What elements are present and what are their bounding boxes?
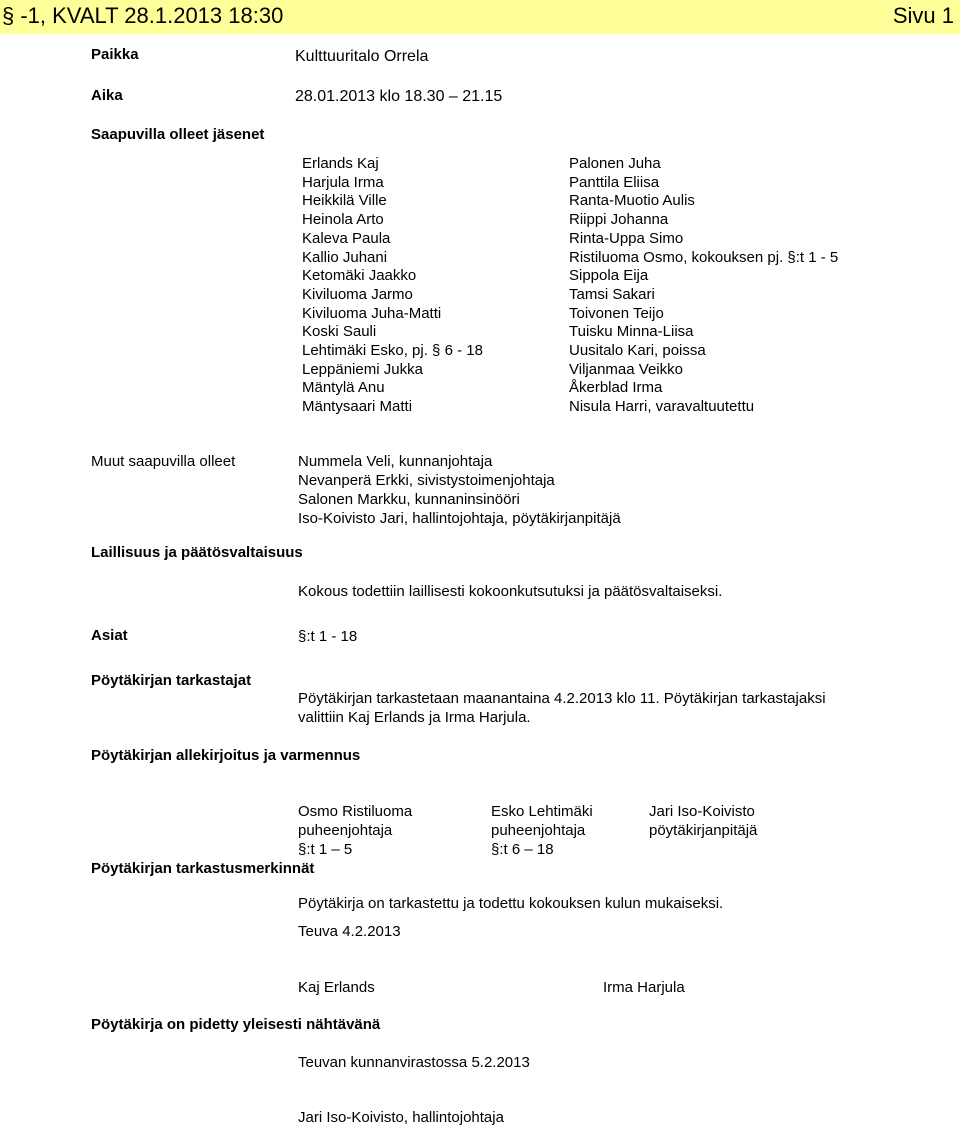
signer-block <box>649 802 757 840</box>
other-attendee: Iso-Koivisto Jari, hallintojohtaja, pöytäkirjanpitäjä <box>298 510 621 527</box>
members-label: Saapuvilla olleet jäsenet <box>91 126 265 143</box>
signer-role: pöytäkirjanpitäjä <box>649 822 758 839</box>
members-right-column <box>569 155 838 417</box>
time-value: 28.01.2013 klo 18.30 – 21.15 <box>295 88 503 105</box>
public-display-signer: Jari Iso-Koivisto, hallintojohtaja <box>298 1109 504 1126</box>
member-name: Heinola Arto <box>302 211 384 229</box>
signer-role: puheenjohtaja <box>298 822 393 839</box>
signing-label: Pöytäkirjan allekirjoitus ja varmennus <box>91 747 361 764</box>
signer-role: puheenjohtaja <box>491 822 586 839</box>
member-name: Leppäniemi Jukka <box>302 360 423 378</box>
member-name: Uusitalo Kari, poissa <box>569 342 706 360</box>
public-display-place-date: Teuvan kunnanvirastossa 5.2.2013 <box>298 1054 530 1071</box>
member-name: Kallio Juhani <box>302 248 388 266</box>
member-name: Lehtimäki Esko, pj. § 6 - 18 <box>302 342 483 360</box>
other-attendee: Nevanperä Erkki, sivistystoimenjohtaja <box>298 472 555 489</box>
inspection-date: Teuva 4.2.2013 <box>298 923 401 940</box>
member-name: Kiviluoma Juha-Matti <box>302 304 442 322</box>
member-name: Palonen Juha <box>569 155 661 172</box>
signer-block <box>298 802 412 859</box>
member-name: Rinta-Uppa Simo <box>569 229 684 247</box>
member-name: Sippola Eija <box>569 267 649 285</box>
public-display-label: Pöytäkirja on pidetty yleisesti nähtävänä <box>91 1016 381 1033</box>
matters-value: §:t 1 - 18 <box>298 628 358 645</box>
member-name: Viljanmaa Veikko <box>569 360 683 378</box>
place-value: Kulttuuritalo Orrela <box>295 48 429 65</box>
inspection-marks-text: Pöytäkirja on tarkastettu ja todettu kokouksen kulun mukaiseksi. <box>298 895 724 912</box>
member-name: Tamsi Sakari <box>569 285 655 303</box>
member-name: Harjula Irma <box>302 173 384 191</box>
document-reference: § -1, KVALT 28.1.2013 18:30 <box>2 3 284 28</box>
member-name: Mäntysaari Matti <box>302 398 413 416</box>
signer-name: Osmo Ristiluoma <box>298 803 413 820</box>
others-label: Muut saapuvilla olleet <box>91 453 236 470</box>
member-name: Tuisku Minna-Liisa <box>569 323 694 341</box>
member-name: Panttila Eliisa <box>569 173 660 191</box>
signer-sections: §:t 1 – 5 <box>298 841 353 858</box>
signer-name: Jari Iso-Koivisto <box>649 803 755 820</box>
inspector-1-name: Kaj Erlands <box>298 979 375 996</box>
inspector-2-name: Irma Harjula <box>603 979 685 996</box>
time-label: Aika <box>91 87 123 104</box>
member-name: Heikkilä Ville <box>302 192 387 210</box>
others-list <box>298 452 621 528</box>
legality-text: Kokous todettiin laillisesti kokoonkutsutuksi ja päätösvaltaiseksi. <box>298 583 723 600</box>
member-name: Kaleva Paula <box>302 229 391 247</box>
signer-sections: §:t 6 – 18 <box>491 841 554 858</box>
other-attendee: Nummela Veli, kunnanjohtaja <box>298 453 493 470</box>
member-name: Ranta-Muotio Aulis <box>569 192 695 210</box>
signer-block <box>491 802 593 859</box>
inspection-marks-label: Pöytäkirjan tarkastusmerkinnät <box>91 860 315 877</box>
inspectors-label: Pöytäkirjan tarkastajat <box>91 672 252 689</box>
legality-label: Laillisuus ja päätösvaltaisuus <box>91 544 303 561</box>
member-name: Nisula Harri, varavaltuutettu <box>569 398 755 416</box>
member-name: Kiviluoma Jarmo <box>302 285 413 303</box>
member-name: Mäntylä Anu <box>302 379 385 397</box>
member-name: Ketomäki Jaakko <box>302 267 417 285</box>
matters-label: Asiat <box>91 627 128 644</box>
page-number: Sivu 1 <box>892 3 954 28</box>
signer-name: Esko Lehtimäki <box>491 803 593 820</box>
member-name: Toivonen Teijo <box>569 304 664 322</box>
inspectors-text-line2: valittiin Kaj Erlands ja Irma Harjula. <box>298 709 531 726</box>
members-left-column <box>302 155 483 417</box>
page-header <box>0 0 960 34</box>
member-name: Koski Sauli <box>302 323 377 341</box>
member-name: Åkerblad Irma <box>569 379 663 397</box>
inspectors-text-line1: Pöytäkirjan tarkastetaan maanantaina 4.2.2013 klo 11. Pöytäkirjan tarkastajaksi <box>298 690 826 707</box>
member-name: Ristiluoma Osmo, kokouksen pj. §:t 1 - 5 <box>569 248 839 266</box>
other-attendee: Salonen Markku, kunnaninsinööri <box>298 491 520 508</box>
place-label: Paikka <box>91 46 139 63</box>
member-name: Riippi Johanna <box>569 211 669 229</box>
member-name: Erlands Kaj <box>302 155 379 172</box>
